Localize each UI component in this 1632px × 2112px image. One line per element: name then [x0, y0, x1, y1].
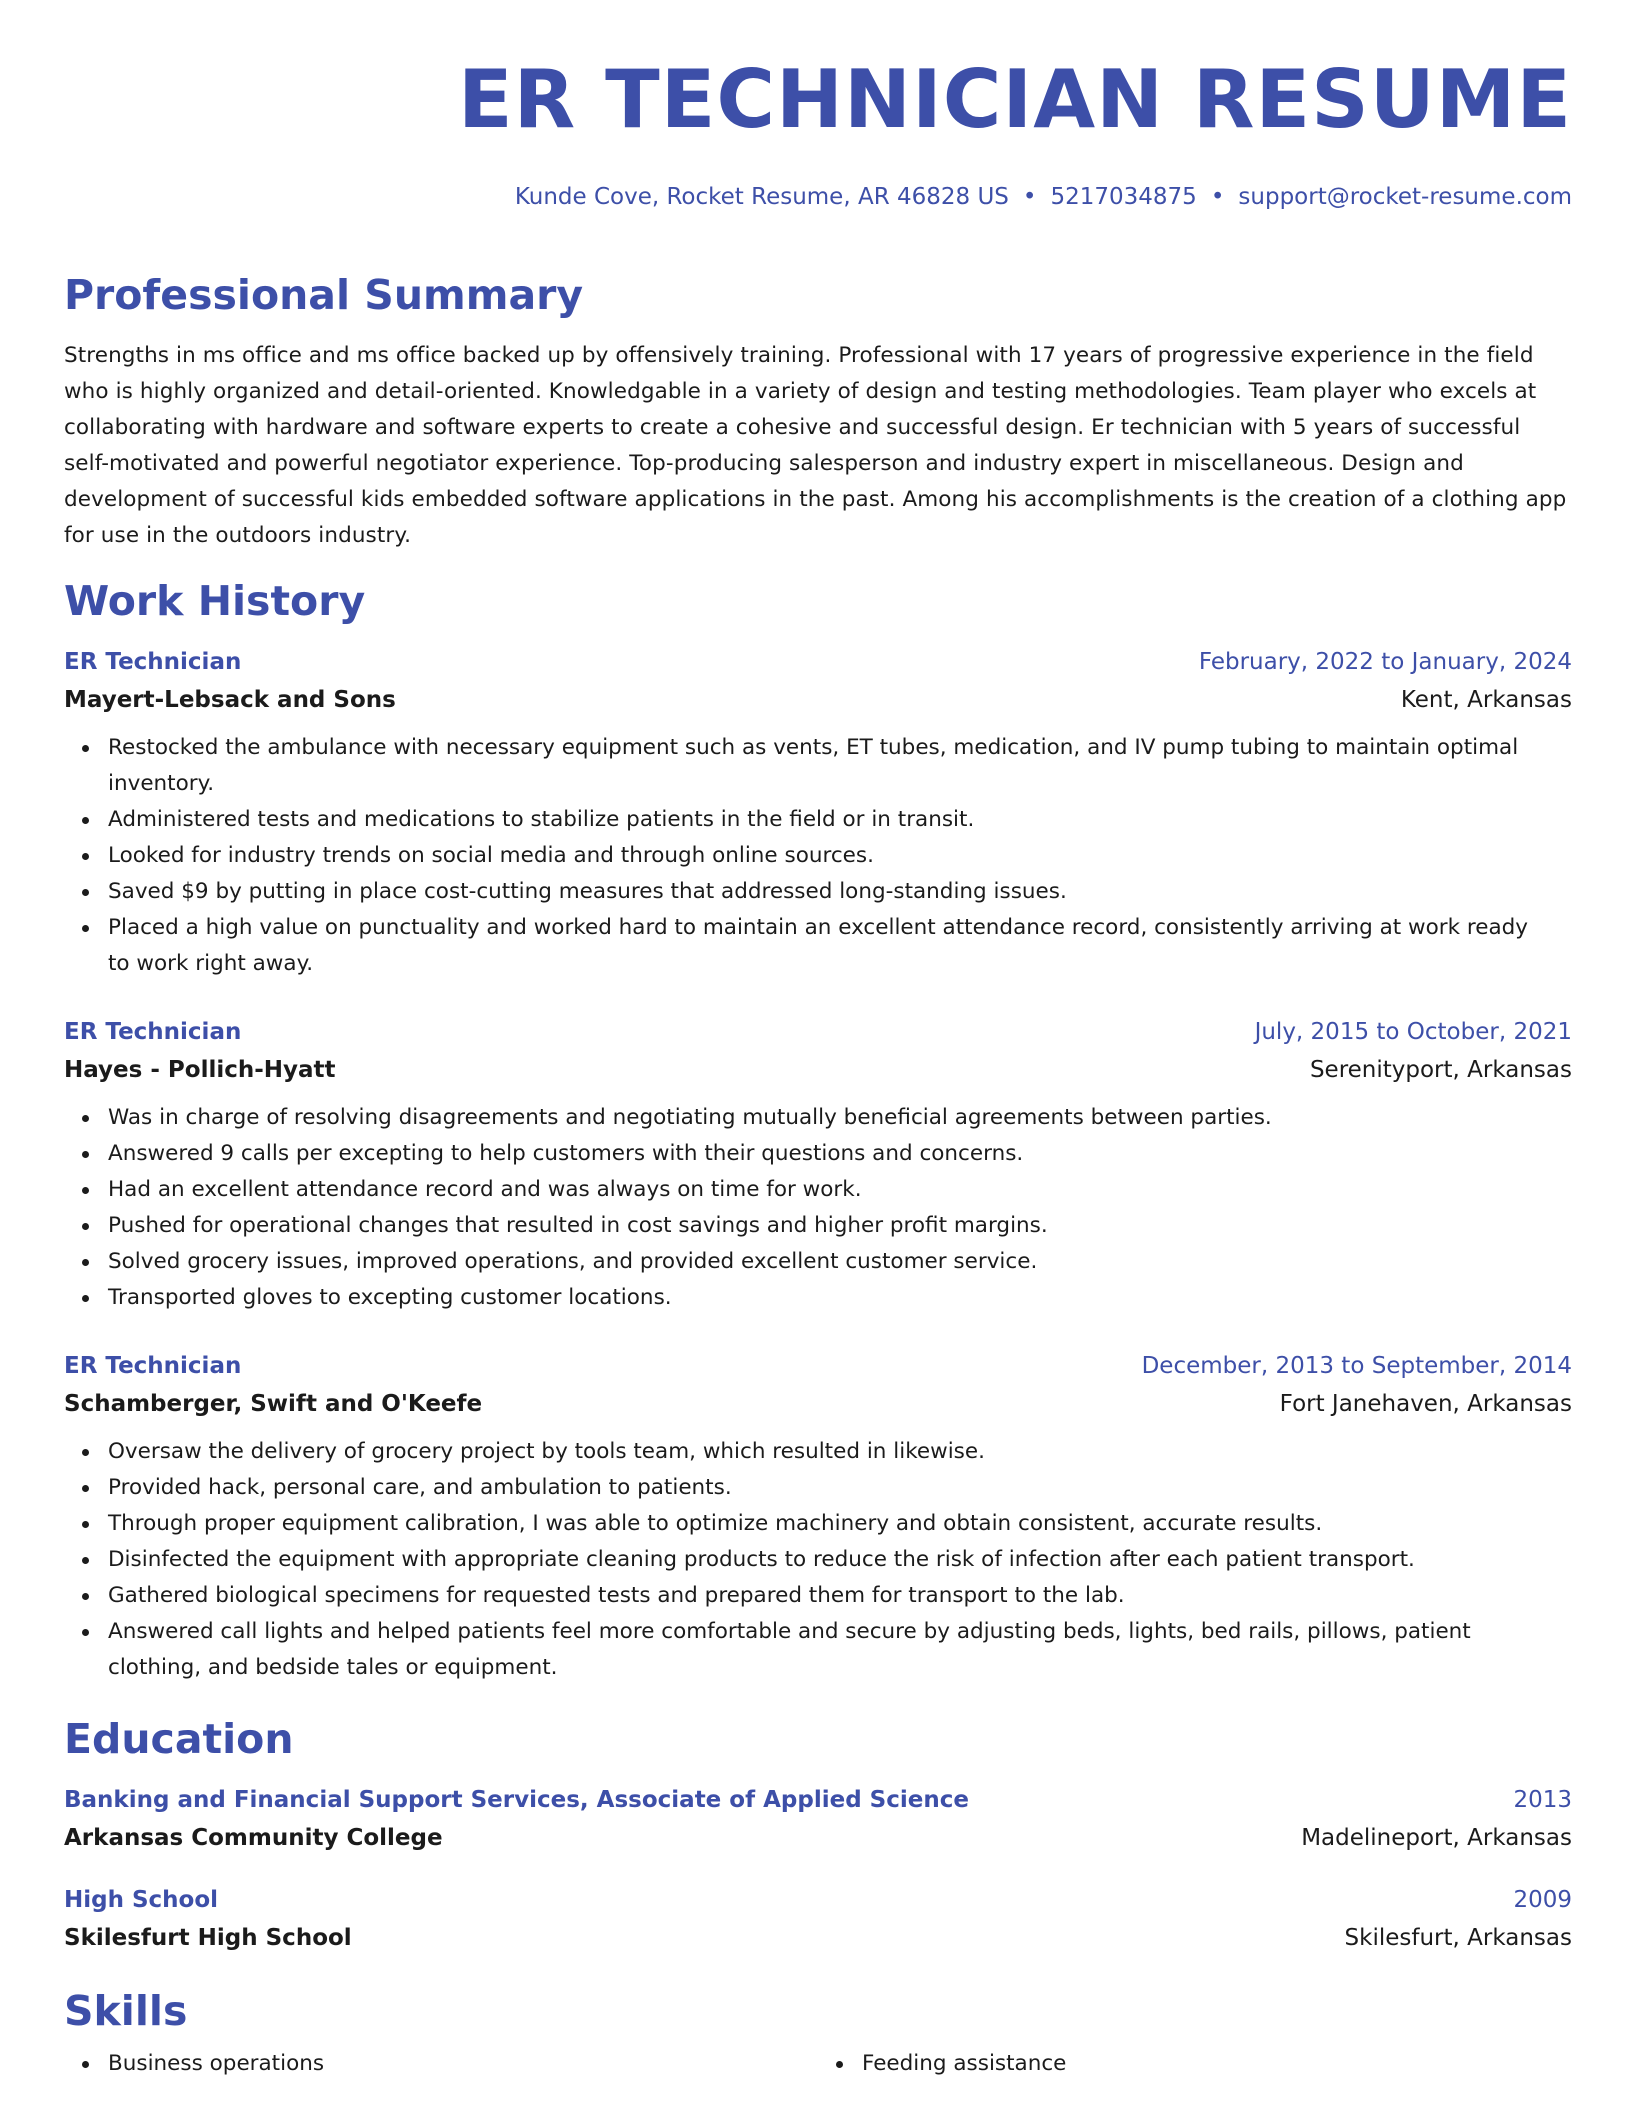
job-location: Serenityport, Arkansas: [1309, 1057, 1572, 1083]
job-location: Kent, Arkansas: [1400, 687, 1572, 713]
education-location: Skilesfurt, Arkansas: [1344, 1925, 1572, 1951]
job-location: Fort Janehaven, Arkansas: [1279, 1391, 1572, 1417]
job-dates: December, 2013 to September, 2014: [1141, 1353, 1572, 1379]
resume-title: ER TECHNICIAN RESUME: [458, 53, 1572, 146]
resume-page: [64, 52, 1572, 2082]
list-item: Gathered biological specimens for requested tests and prepared them for transport to the lab.: [108, 1578, 1572, 1614]
list-item: Looked for industry trends on social media and through online sources.: [108, 838, 1572, 874]
contact-address: Kunde Cove, Rocket Resume, AR 46828 US: [514, 184, 1009, 210]
list-item: Feeding assistance: [862, 2046, 1572, 2082]
list-item: Administered tests and medications to stabilize patients in the field or in transit.: [108, 802, 1572, 838]
job-bullets: [64, 1100, 1572, 1316]
list-item: Oversaw the delivery of grocery project by tools team, which resulted in likewise.: [108, 1434, 1572, 1470]
list-item: Was in charge of resolving disagreements and negotiating mutually beneficial agreements between parties.: [108, 1100, 1572, 1136]
job-role: ER Technician: [64, 1353, 242, 1379]
skills-column-left: [64, 2046, 818, 2082]
education-school: Arkansas Community College: [64, 1825, 443, 1851]
list-item: Business operations: [108, 2046, 818, 2082]
job-company: Mayert-Lebsack and Sons: [64, 687, 396, 713]
summary-text: Strengths in ms office and ms office backed up by offensively training. Professional with 17 years of progressive experience in the field who is highly organized and detail-oriented. Knowledgable in a variety of design and testing methodologies. Team player who excels at collaborating with hardware and software experts to create a cohesive and successful design. Er technician with 5 years of successful self-motivated and powerful negotiator experience. Top-producing salesperson and industry expert in miscellaneous. Design and development of successful kids embedded software applications in the past. Among his accomplishments is the creation of a clothing app for use in the outdoors industry.: [64, 343, 1567, 548]
contact-separator: •: [1210, 184, 1225, 210]
job-role: ER Technician: [64, 1019, 242, 1045]
job-company: Schamberger, Swift and O'Keefe: [64, 1391, 483, 1417]
job-entry: [64, 644, 1572, 982]
education-degree: High School: [64, 1887, 219, 1913]
contact-phone: 5217034875: [1050, 184, 1197, 210]
job-entry: [64, 1014, 1572, 1316]
education-entry: [64, 1882, 1572, 1958]
education-location: Madelineport, Arkansas: [1301, 1825, 1572, 1851]
summary-heading: Professional Summary: [64, 271, 584, 319]
job-entry: [64, 1348, 1572, 1686]
list-item: Had an excellent attendance record and was always on time for work.: [108, 1172, 1572, 1208]
education-entry: [64, 1782, 1572, 1858]
contact-line: [64, 182, 1572, 212]
education-degree: Banking and Financial Support Services, Associate of Applied Science: [64, 1787, 969, 1813]
education-heading: Education: [64, 1715, 294, 1763]
contact-separator: •: [1022, 184, 1037, 210]
list-item: Answered 9 calls per excepting to help customers with their questions and concerns.: [108, 1136, 1572, 1172]
list-item: Solved grocery issues, improved operations, and provided excellent customer service.: [108, 1244, 1572, 1280]
job-role: ER Technician: [64, 649, 242, 675]
skills-heading: Skills: [64, 1987, 188, 2035]
list-item: Through proper equipment calibration, I was able to optimize machinery and obtain consistent, accurate results.: [108, 1506, 1572, 1542]
education-school: Skilesfurt High School: [64, 1925, 352, 1951]
job-dates: July, 2015 to October, 2021: [1254, 1019, 1572, 1045]
list-item: Restocked the ambulance with necessary equipment such as vents, ET tubes, medication, and IV pump tubing to maintain optimal inventory.: [108, 730, 1572, 802]
skills-column-right: [818, 2046, 1572, 2082]
list-item: Pushed for operational changes that resulted in cost savings and higher profit margins.: [108, 1208, 1572, 1244]
work-history-heading: Work History: [64, 577, 366, 625]
list-item: Saved $9 by putting in place cost-cutting measures that addressed long-standing issues.: [108, 874, 1572, 910]
education-year: 2013: [1513, 1787, 1572, 1813]
skills-list: [64, 2046, 1572, 2082]
education-year: 2009: [1513, 1887, 1572, 1913]
contact-email: support@rocket-resume.com: [1238, 184, 1572, 210]
list-item: Answered call lights and helped patients feel more comfortable and secure by adjusting beds, lights, bed rails, pillows, patient clothing, and bedside tales or equipment.: [108, 1614, 1572, 1686]
job-company: Hayes - Pollich-Hyatt: [64, 1057, 336, 1083]
list-item: Placed a high value on punctuality and worked hard to maintain an excellent attendance record, consistently arriving at work ready to work right away.: [108, 910, 1572, 982]
job-dates: February, 2022 to January, 2024: [1198, 649, 1572, 675]
job-bullets: [64, 1434, 1572, 1686]
list-item: Transported gloves to excepting customer locations.: [108, 1280, 1572, 1316]
list-item: Provided hack, personal care, and ambulation to patients.: [108, 1470, 1572, 1506]
list-item: Disinfected the equipment with appropriate cleaning products to reduce the risk of infection after each patient transport.: [108, 1542, 1572, 1578]
job-bullets: [64, 730, 1572, 982]
